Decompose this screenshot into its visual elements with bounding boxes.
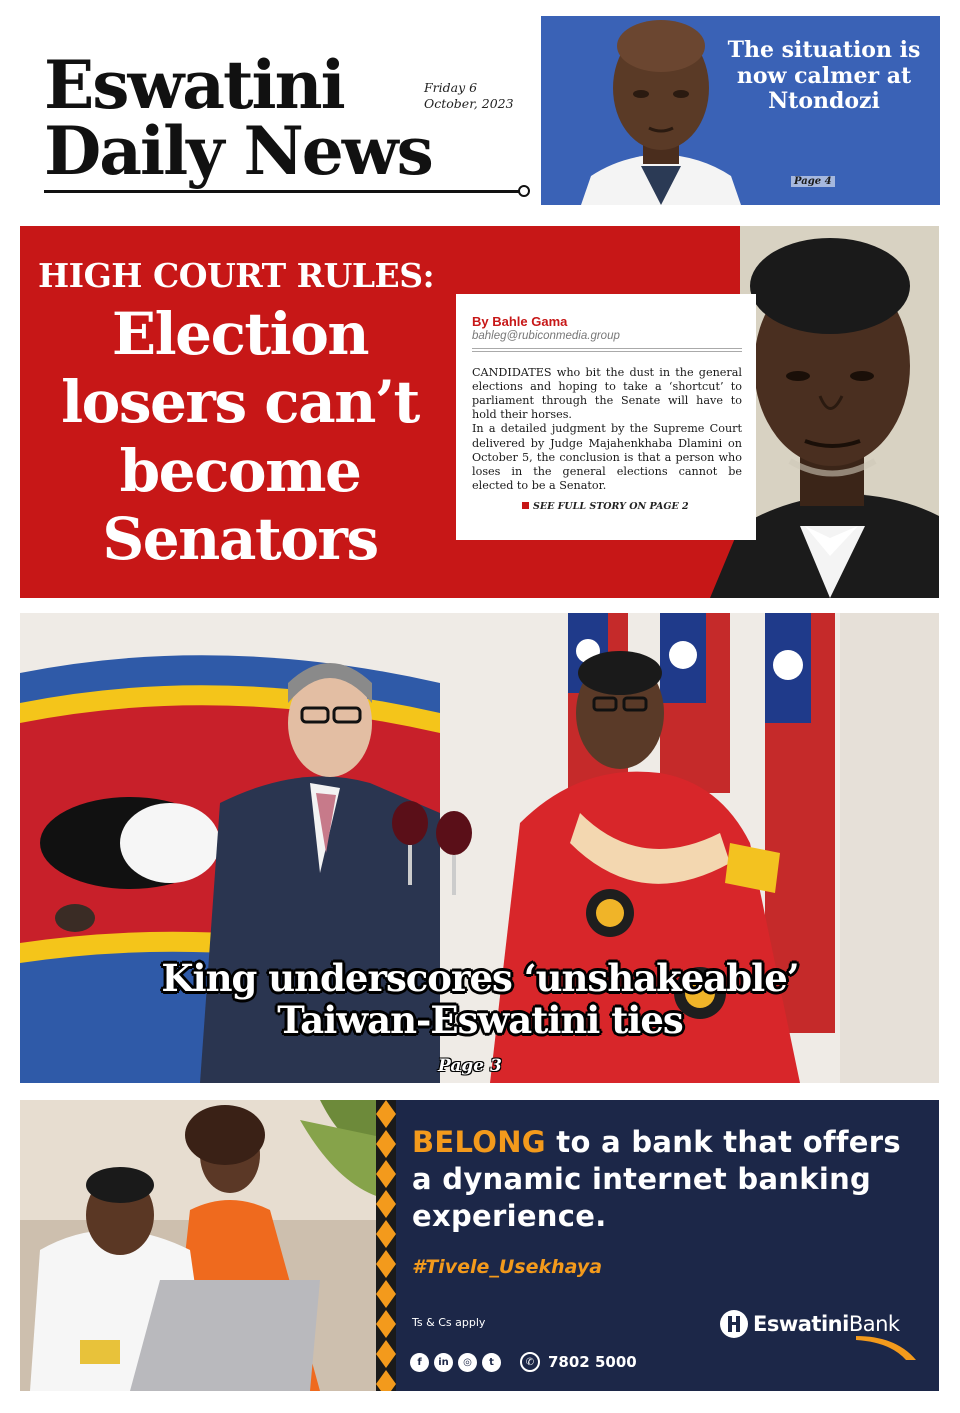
issue-date-day: Friday 6 [424,80,478,95]
bank-swoosh-icon [856,1332,922,1362]
linkedin-icon[interactable]: in [434,1353,453,1372]
masthead-title-line1: Eswatini [44,46,344,124]
feature-story[interactable] [20,613,939,1083]
lead-paragraph-2: In a detailed judgment by the Supreme Court delivered by Judge Majahenkhaba Dlamini on October 5, the conclusion is that a person who loses in the general elections cannot be elected to be a Senator. [472,422,742,492]
decorative-pattern-strip [376,1100,396,1391]
phone-number[interactable]: 7802 5000 [548,1353,637,1371]
facebook-icon[interactable]: f [410,1353,429,1372]
byline: By Bahle Gama [472,314,568,329]
instagram-icon[interactable]: ◎ [458,1353,477,1372]
teaser-story[interactable] [541,16,940,205]
issue-date [424,80,534,111]
teaser-headline: The situation is now calmer at Ntondozi [727,37,921,115]
terms-conditions: Ts & Cs apply [412,1316,486,1329]
bank-advert[interactable] [20,1100,939,1391]
advert-headline-rest: to a bank that offers a dynamic internet banking experience. [412,1125,901,1233]
masthead-pen-rule [44,190,526,193]
square-bullet-icon [522,502,529,509]
bank-name-thin: Bank [848,1312,900,1336]
lead-headline: Election losers can’t become Senators [61,300,419,574]
lead-story-excerpt [456,294,756,540]
pen-nib-icon [518,185,530,197]
feature-page-ref: Page 3 [438,1056,502,1076]
divider [472,351,742,352]
byline-email[interactable]: bahleg@rubiconmedia.group [472,330,620,342]
social-links [410,1352,637,1372]
feature-headline [20,958,939,1042]
lead-story[interactable] [20,226,939,598]
see-full-story-link[interactable] [472,501,742,512]
feature-headline-line1: King underscores ‘unshakeable’ [161,956,799,1000]
masthead [44,46,524,202]
whatsapp-icon[interactable]: ✆ [520,1352,540,1372]
advert-hashtag[interactable]: #Tivele_Usekhaya [412,1256,603,1278]
advert-headline-accent: BELONG [412,1125,546,1159]
advert-photo [20,1100,395,1391]
bank-name-bold: Eswatini [753,1312,849,1336]
lead-kicker: HIGH COURT RULES: [38,256,435,295]
see-full-story-label: SEE FULL STORY ON PAGE 2 [533,500,689,512]
masthead-title-line2: Daily News [44,112,432,190]
twitter-icon[interactable]: t [482,1353,501,1372]
lead-paragraph-1: CANDIDATES who bit the dust in the general elections and hoping to take a ‘shortcut’ to parliament through the Senate will have to hold their horses. [472,366,742,422]
teaser-page-ref: Page 4 [791,176,835,187]
bank-shield-icon [720,1310,748,1338]
feature-headline-line2: Taiwan-Eswatini ties [277,997,683,1042]
divider [472,348,742,349]
advert-headline [412,1124,922,1234]
issue-date-month-year: October, 2023 [424,95,514,111]
lead-story-body [472,366,742,493]
